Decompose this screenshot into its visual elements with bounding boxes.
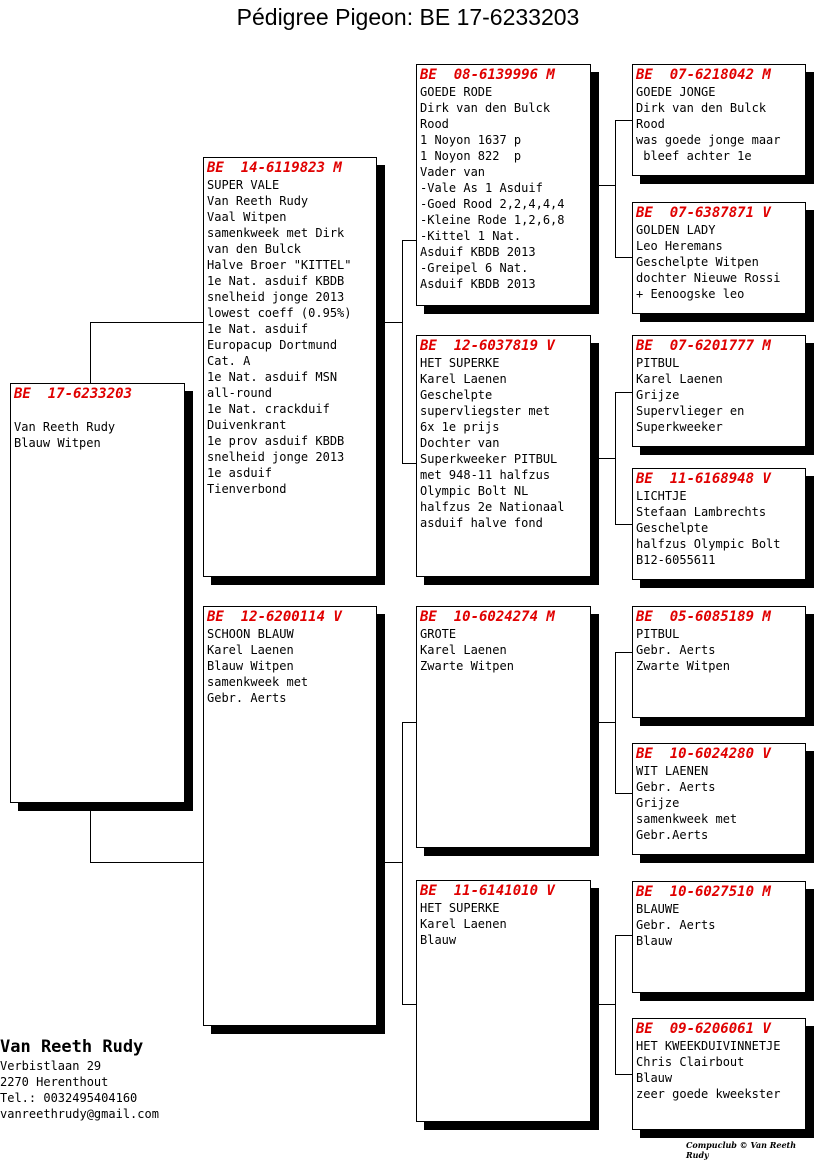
credit-text: Compuclub © Van Reeth Rudy — [686, 1140, 797, 1160]
connector-line — [402, 722, 403, 1004]
pigeon-details: GOLDEN LADY Leo Heremans Geschelpte Witpen dochter Nieuwe Rossi + Eenoogske leo — [636, 223, 781, 301]
pigeon-details: SCHOON BLAUW Karel Laenen Blauw Witpen samenkweek met Gebr. Aerts — [207, 627, 309, 705]
pigeon-details: BLAUWE Gebr. Aerts Blauw — [636, 902, 716, 948]
connector-line — [384, 322, 403, 323]
ring-number: BE 11-6141010 V — [420, 883, 555, 899]
owner-city: 2270 Herenthout — [0, 1075, 109, 1089]
pigeon-details: SUPER VALE Van Reeth Rudy Vaal Witpen samenkweek met Dirk van den Bulck Halve Broer "KITTEL" 1e Nat. asduif KBDB snelheid jonge 2013 lowest coeff (0.95%) 1e Nat. asduif Europacup Dortmund Cat. A 1e Nat. asduif MSN all-round 1e Nat. crackduif Duivenkrant 1e prov asduif KBDB snelheid jonge 2013 1e asduif Tienverbond — [207, 178, 352, 496]
owner-street: Verbistlaan 29 — [0, 1059, 102, 1073]
ring-number: BE 10-6024274 M — [420, 609, 555, 625]
connector-line — [402, 722, 416, 723]
connector-line — [615, 392, 616, 525]
pedigree-card-subject — [10, 383, 185, 803]
owner-address — [0, 1036, 159, 1122]
connector-line — [615, 257, 632, 258]
connector-line — [615, 120, 632, 121]
pedigree-card-mother — [203, 606, 377, 1026]
connector-line — [384, 862, 403, 863]
pedigree-card-fmf — [632, 335, 806, 447]
pigeon-details: HET SUPERKE Karel Laenen Geschelpte supervliegster met 6x 1e prijs Dochter van Superkweeker PITBUL met 948-11 halfzus Olympic Bolt NL halfzus 2e Nationaal asduif halve fond — [420, 356, 565, 530]
connector-line — [615, 935, 616, 1075]
pedigree-card-mff — [632, 606, 806, 718]
ring-number: BE 10-6024280 V — [636, 746, 771, 762]
connector-line — [615, 120, 616, 258]
page-title: Pédigree Pigeon: BE 17-6233203 — [236, 4, 580, 30]
ring-number: BE 12-6200114 V — [207, 609, 342, 625]
pigeon-details: GOEDE JONGE Dirk van den Bulck Rood was goede jonge maar bleef achter 1e — [636, 85, 781, 163]
connector-line — [90, 862, 204, 863]
pedigree-card-fmm — [632, 468, 806, 580]
ring-number: BE 07-6218042 M — [636, 67, 771, 83]
pedigree-card-mfm — [632, 743, 806, 855]
pigeon-details: GOEDE RODE Dirk van den Bulck Rood 1 Noyon 1637 p 1 Noyon 822 p Vader van -Vale As 1 Asduif -Goed Rood 2,2,4,4,4 -Kleine Rode 1,2,6,8 -Kittel 1 Nat. Asduif KBDB 2013 -Greipel 6 Nat. Asduif KBDB 2013 — [420, 85, 565, 291]
pedigree-card-mmf — [632, 881, 806, 993]
pedigree-card-mf — [416, 606, 591, 848]
owner-email: vanreethrudy@gmail.com — [0, 1107, 159, 1121]
ring-number: BE 12-6037819 V — [420, 338, 555, 354]
ring-number: BE 09-6206061 V — [636, 1021, 771, 1037]
ring-number: BE 08-6139996 M — [420, 67, 555, 83]
connector-line — [615, 793, 632, 794]
connector-line — [615, 935, 632, 936]
connector-line — [402, 1004, 416, 1005]
pigeon-details: Van Reeth Rudy Blauw Witpen — [14, 420, 116, 450]
connector-line — [598, 722, 616, 723]
owner-phone: Tel.: 0032495404160 — [0, 1091, 138, 1105]
connector-line — [598, 185, 616, 186]
pigeon-details: PITBUL Gebr. Aerts Zwarte Witpen — [636, 627, 730, 673]
connector-line — [615, 392, 632, 393]
pigeon-details: HET SUPERKE Karel Laenen Blauw — [420, 901, 507, 947]
pigeon-details: GROTE Karel Laenen Zwarte Witpen — [420, 627, 514, 673]
connector-line — [615, 524, 632, 525]
pedigree-card-father — [203, 157, 377, 577]
pedigree-card-mm — [416, 880, 591, 1122]
connector-line — [598, 458, 616, 459]
connector-line — [615, 1074, 632, 1075]
connector-line — [90, 803, 91, 863]
pedigree-card-ff — [416, 64, 591, 306]
pigeon-details: LICHTJE Stefaan Lambrechts Geschelpte halfzus Olympic Bolt B12-6055611 — [636, 489, 781, 567]
connector-line — [402, 463, 416, 464]
ring-number: BE 07-6387871 V — [636, 205, 771, 221]
connector-line — [598, 1004, 616, 1005]
owner-name: Van Reeth Rudy — [0, 1037, 144, 1057]
pigeon-details: PITBUL Karel Laenen Grijze Supervlieger en Superkweeker — [636, 356, 745, 434]
ring-number: BE 10-6027510 M — [636, 884, 771, 900]
connector-line — [402, 240, 416, 241]
connector-line — [90, 322, 204, 323]
ring-number: BE 07-6201777 M — [636, 338, 771, 354]
ring-number: BE 05-6085189 M — [636, 609, 771, 625]
pigeon-details: HET KWEEKDUIVINNETJE Chris Clairbout Blauw zeer goede kweekster — [636, 1039, 781, 1101]
ring-number: BE 14-6119823 M — [207, 160, 342, 176]
pedigree-card-fff — [632, 64, 806, 176]
connector-line — [615, 652, 632, 653]
connector-line — [90, 322, 91, 384]
pedigree-card-ffm — [632, 202, 806, 314]
connector-line — [402, 240, 403, 464]
ring-number: BE 11-6168948 V — [636, 471, 771, 487]
connector-line — [615, 652, 616, 794]
pedigree-card-mmm — [632, 1018, 806, 1130]
pigeon-details: WIT LAENEN Gebr. Aerts Grijze samenkweek met Gebr.Aerts — [636, 764, 738, 842]
ring-number: BE 17-6233203 — [14, 386, 133, 402]
pedigree-card-fm — [416, 335, 591, 577]
